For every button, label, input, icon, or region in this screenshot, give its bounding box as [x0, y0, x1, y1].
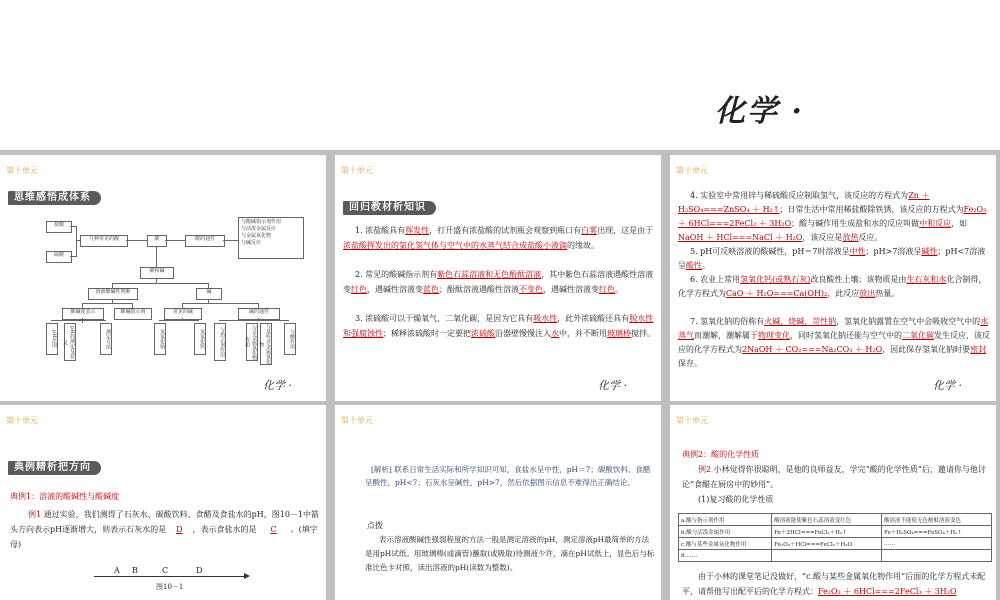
- question-bottom: [682, 569, 992, 599]
- text: 小林觉得你很聪明，是他的良师益友，学完“酸的化学性质”后，邀请你与他讨论“食醋在厨房中的妙用”。: [682, 465, 986, 489]
- axis-label-b: B: [132, 566, 138, 575]
- axis-label-d: D: [196, 566, 203, 575]
- text: ；稀释浓硫酸时一定要把: [383, 329, 471, 338]
- connector: [132, 303, 133, 308]
- connector: [156, 246, 157, 267]
- answer: 放出: [859, 289, 876, 298]
- connector: [76, 240, 80, 241]
- text: 联系日常生活实际和所学知识可知，食盐水呈中性，pH＝7；碳酸饮料、食醋呈酸性，pH<7；石灰水呈碱性，pH>7，然后依据图示信息不难得出正确结论。: [365, 465, 651, 487]
- answer: 吸水性: [533, 314, 558, 323]
- node-base-properties: 碱的通性: [238, 308, 280, 320]
- footer-label: 化学 ·: [933, 379, 962, 392]
- answer: 酸性: [686, 261, 702, 270]
- node-acid: 酸: [147, 235, 167, 247]
- text: ；酸与碱作用生成盐和水的反应叫做: [791, 219, 920, 228]
- text: 出现，这是由于: [597, 226, 654, 235]
- answer: D: [176, 525, 183, 534]
- text: 搅拌。: [631, 329, 655, 338]
- unit-label: 第十单元: [341, 166, 373, 175]
- table-cell: c.酸与某些金属氧化物作用: [679, 538, 772, 550]
- analysis: [365, 463, 655, 489]
- node-acid-base: 酸和碱: [140, 267, 174, 279]
- text: 。(填字母): [10, 525, 318, 549]
- node-sulfuric: 硫酸: [46, 251, 72, 263]
- answer: 中性: [849, 247, 866, 256]
- node-common-bases: 常见的碱: [164, 308, 202, 320]
- answer: 放热: [842, 233, 859, 242]
- table-cell: Fe＋2HCl===FeCl₂＋H₂↑: [772, 526, 882, 538]
- analysis-label: [解析]: [371, 465, 392, 474]
- example-type: 典例2：酸的化学性质: [682, 450, 760, 459]
- leaf-ph-range: pH范围: [46, 323, 58, 355]
- paragraph-5: [678, 245, 990, 273]
- example-question: [10, 507, 322, 552]
- leaf-some-nonmetal-oxide: 与某些非金属氧化物: [258, 324, 271, 364]
- answer: 挥发性: [405, 226, 430, 235]
- text: 6. 农业上常用: [690, 275, 741, 284]
- table-cell: a.酸与指示剂作用: [679, 514, 772, 526]
- connector: [76, 226, 77, 257]
- section-banner: 典例精析把方向: [8, 461, 101, 475]
- text: ；pH>7溶液呈: [865, 247, 922, 256]
- leaf-with-nonmetal-oxide: 与非金属氧化物作用: [244, 324, 257, 360]
- answer: Fe₂O₃ ＋ 6HCl===2FeCl₃ ＋ 3H₂O: [818, 587, 957, 596]
- properties-table: [678, 513, 992, 562]
- answer: 生石灰和水: [906, 275, 947, 284]
- table-cell: ……: [881, 538, 991, 550]
- node-property-list: [238, 217, 304, 259]
- property-item: 与酸碱指示剂作用: [241, 219, 282, 225]
- text: 1. 浓盐酸具有: [355, 226, 406, 235]
- text: ，遇碱性溶液变: [543, 285, 599, 294]
- footer-label: 化学 ·: [263, 379, 292, 392]
- slide-textbook-review-2[interactable]: [670, 155, 996, 401]
- answer: 火碱、烧碱、苛性钠: [764, 317, 837, 326]
- table-row: [679, 538, 992, 550]
- answer: 红色: [351, 285, 367, 294]
- answer: 二氧化碳: [902, 331, 934, 340]
- answer: 中和反应: [919, 219, 952, 228]
- section-banner: 思维感悟成体系: [8, 191, 101, 205]
- gutter: [996, 150, 1000, 600]
- text: ，此外浓硫酸还具有: [557, 314, 630, 323]
- answer: 紫色石蕊溶液和无色酚酞溶液: [437, 270, 542, 279]
- connector: [51, 320, 106, 321]
- table-cell: d.……: [679, 550, 772, 562]
- section-banner: 回归教材析知识: [343, 201, 436, 215]
- answer: Zn ＋ H₂SO₄===ZnSO₄ ＋ H₂↑: [678, 191, 930, 214]
- slide-analysis[interactable]: [335, 405, 661, 600]
- unit-label: 第十单元: [676, 166, 708, 175]
- text: 保存。: [678, 359, 702, 368]
- answer: 2NaOH ＋ CO₂===Na₂CO₃ ＋ H₂O: [742, 345, 883, 354]
- example-type: 典例1：溶液的酸碱性与酸碱度: [10, 492, 120, 501]
- text: ，氢氧化钠露置在空气中会吸收空气中的: [836, 317, 981, 326]
- connector: [82, 303, 132, 304]
- text: 化合制得，化学方程式为: [678, 275, 987, 298]
- paragraph-3: [343, 311, 655, 341]
- connector: [112, 283, 208, 284]
- paragraph-2: [343, 267, 655, 297]
- node-acid-properties: 酸的通性: [185, 235, 225, 247]
- text: ，此反应: [827, 289, 860, 298]
- answer: C: [270, 525, 277, 534]
- page-title: 化学 ·: [715, 94, 804, 129]
- slide-example-2[interactable]: [670, 405, 996, 600]
- property-item: 与碱反应: [241, 240, 262, 246]
- connector: [126, 240, 147, 241]
- node-strength: 酸碱度表示: [62, 308, 104, 320]
- text: ，因此保存氢氧化钠时要: [882, 345, 971, 354]
- connector: [182, 303, 183, 308]
- table-cell: b.酸与活泼金属作用: [679, 526, 772, 538]
- table-row: [679, 550, 992, 562]
- text: 2. 常见的酸碱指示剂有: [355, 270, 438, 279]
- connector: [219, 320, 289, 321]
- leaf-naoh: 氢氧化钠: [154, 323, 166, 355]
- text: 7. 氢氧化钠的俗称有: [690, 317, 765, 326]
- text: ；pH<7溶液呈: [678, 247, 986, 270]
- text: ；日常生活中常用稀盐酸除铁锈，该反应的方程式为: [779, 205, 964, 214]
- example-label: 例1: [28, 510, 42, 519]
- answer: 浓盐酸挥发出的氯化氢气体与空气中的水蒸气结合成盐酸小液滴: [343, 241, 567, 250]
- table-cell: [881, 550, 991, 562]
- answer: 密封: [970, 345, 987, 354]
- answer: 脱水性和强腐蚀性: [343, 314, 654, 338]
- text: ，同时氢氧化钠还能与空气中的: [790, 331, 902, 340]
- answer: 蓝色: [423, 285, 439, 294]
- property-item: 与金属氧化物: [241, 233, 272, 239]
- ph-axis: [94, 576, 244, 577]
- answer: 氢氧化钙(或熟石灰): [740, 275, 811, 284]
- leaf-with-acid: 与酸作用: [284, 323, 296, 355]
- connector: [182, 303, 258, 304]
- node-hydrochloric: 盐酸: [46, 221, 72, 233]
- text: 通过实验，我们测得了石灰水、碳酸饮料、食醋及食盐水的pH，图10－1中箭头方向表示pH逐渐增大，则表示石灰水的是: [10, 510, 320, 534]
- axis-label-c: C: [162, 566, 169, 575]
- leaf-with-indicator: 与指示剂作用: [214, 323, 226, 361]
- slide-textbook-review[interactable]: [335, 155, 661, 401]
- text: 由于小林的课堂笔记没做好，“c.酸与某些金属氧化物作用”后面的化学方程式未配平，请帮他写出配平后的化学方程式：: [682, 572, 986, 596]
- subheading: (1)复习酸的化学性质: [698, 495, 774, 504]
- text: 中，并不断用: [559, 329, 607, 338]
- leaf-method: 测定方法: [100, 323, 112, 355]
- figure-caption: 图10－1: [156, 583, 184, 591]
- example-question: [682, 462, 992, 492]
- text: ，表示食盐水的是: [192, 525, 257, 534]
- paragraph-7: [678, 315, 990, 371]
- text: 。: [615, 285, 623, 294]
- node-indicator: 溶液酸碱性判断: [88, 288, 138, 300]
- text: 发生反应，该反应的化学方程式为: [678, 331, 990, 354]
- unit-label: 第十单元: [6, 416, 38, 425]
- unit-label: 第十单元: [341, 416, 373, 425]
- text: 反应。: [858, 233, 883, 242]
- connector: [165, 240, 185, 241]
- text: 而潮解，潮解属于: [694, 331, 758, 340]
- connector: [258, 303, 259, 308]
- answer: NaOH ＋ HCl===NaCl ＋ H₂O: [678, 233, 803, 242]
- text: 3. 浓硫酸可以干燥氧气、二氧化碳，是因为它具有: [355, 314, 534, 323]
- answer: 白雾: [581, 226, 598, 235]
- node-common-acids: 几种常见的酸: [80, 235, 128, 247]
- table-cell: 酸溶液不能使无色酚酞溶液变色: [881, 514, 991, 526]
- slide-example-1[interactable]: [0, 405, 326, 600]
- unit-label: 第十单元: [676, 416, 708, 425]
- property-item: 与活泼金属反应: [241, 226, 277, 232]
- text: 沿器壁慢慢注入: [495, 329, 551, 338]
- ph-axis-arrow: [244, 573, 250, 579]
- text: ，打开盛有浓盐酸的试剂瓶会观察到瓶口有: [429, 226, 582, 235]
- table-row: [679, 526, 992, 538]
- text: ；酚酞溶液遇酸性溶液: [439, 285, 519, 294]
- connector: [159, 320, 199, 321]
- text: 。: [702, 261, 710, 270]
- paragraph-4: [678, 189, 990, 245]
- answer: 碱性: [921, 247, 938, 256]
- table-cell: [772, 550, 882, 562]
- tip-text: 表示溶液酸碱性强弱程度的方法一般是测定溶液的pH，测定溶液pH最简单的方法是用pH试纸。用玻璃棒(或滴管)蘸取(或吸取)待测液少许，滴在pH试纸上，显色后与标准比色卡对照，读出溶液的pH(读数为整数)。: [365, 535, 655, 572]
- text: 5. pH可反映溶液的酸碱性，pH＝7时溶液呈: [690, 247, 850, 256]
- text: ，遇碱性溶液变: [367, 285, 423, 294]
- text: 改良酸性土壤；该物质是由: [810, 275, 907, 284]
- connector: [208, 283, 209, 288]
- connector: [112, 283, 113, 288]
- example-label: 例2: [698, 465, 712, 474]
- connector: [82, 303, 83, 308]
- answer: 物理变化: [758, 331, 790, 340]
- paragraph-1: [343, 223, 655, 253]
- footer-label: 化学 ·: [598, 379, 627, 392]
- tip-title: 点拨: [367, 521, 383, 530]
- paragraph-6: [678, 273, 990, 301]
- text: 4. 实验室中常用锌与稀硫酸反应制取氢气，该反应的方程式为: [690, 191, 909, 200]
- text: 的缘故。: [567, 241, 599, 250]
- answer: 红色: [599, 285, 615, 294]
- table-cell: Fe＋H₂SO₄===FeSO₄＋H₂↑: [881, 526, 991, 538]
- table-row: [679, 514, 992, 526]
- connector: [223, 240, 238, 241]
- gutter: [326, 150, 335, 600]
- text: 热量。: [875, 289, 900, 298]
- axis-label-a: A: [114, 566, 120, 575]
- node-base: 碱: [196, 288, 222, 300]
- text: ，如: [951, 219, 968, 228]
- answer: Fe₂O₃ ＋ 6HCl===2FeCl₃ ＋ 3H₂O: [678, 205, 987, 228]
- answer: CaO ＋ H₂O===Ca(OH)₂: [726, 289, 828, 298]
- answer: 水: [551, 329, 559, 338]
- node-indicator-2: 酸碱指示剂: [114, 308, 152, 320]
- answer: 水蒸气: [678, 317, 989, 340]
- text: ，该反应是: [802, 233, 843, 242]
- slide-knowledge-map[interactable]: [0, 155, 326, 401]
- leaf-caoh2: 氢氧化钙: [194, 323, 206, 355]
- gutter: [661, 150, 670, 600]
- leaf-ph-meaning: pH的测定及意义: [64, 323, 76, 361]
- unit-label: 第十单元: [6, 166, 38, 175]
- answer: 不变色: [519, 285, 543, 294]
- answer: 浓硫酸: [471, 329, 495, 338]
- table-cell: 酸溶液能使紫色石蕊溶液变红色: [772, 514, 882, 526]
- answer: 玻璃棒: [607, 329, 631, 338]
- text: ，其中紫色石蕊溶液遇酸性溶液变: [343, 270, 654, 294]
- table-cell: Fe₂O₃＋HCl===FeCl₃＋H₂O: [772, 538, 882, 550]
